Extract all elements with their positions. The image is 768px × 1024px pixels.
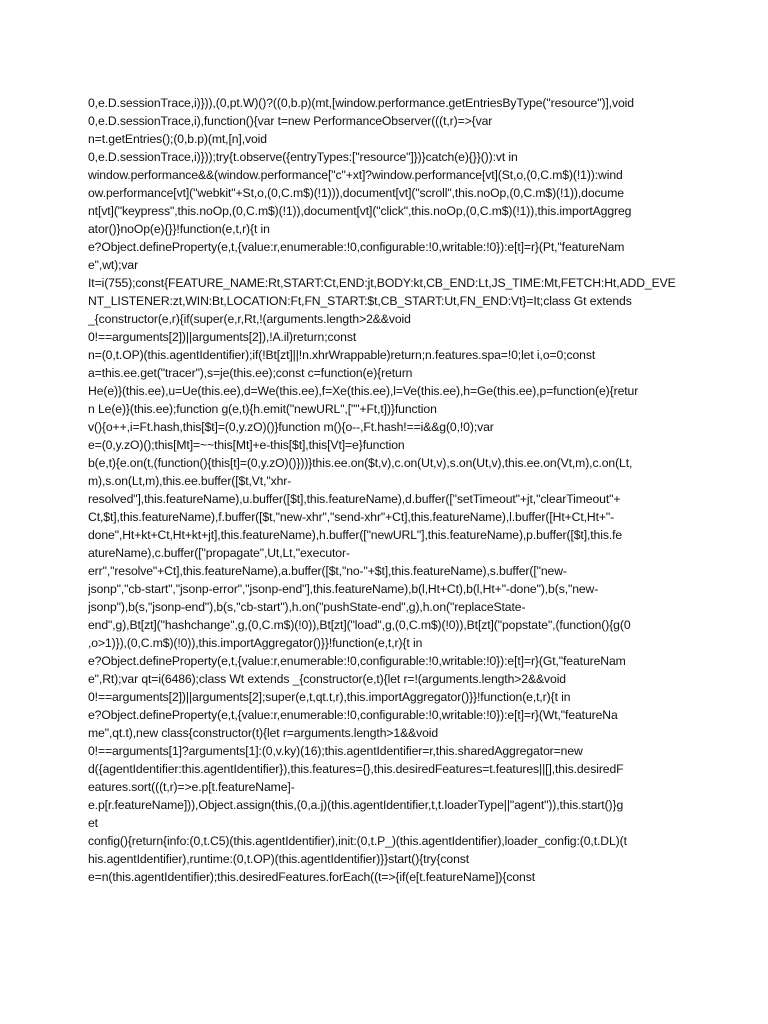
code-line: ,o>1)}),(0,C.m$)(!0)),this.importAggregator()}}!function(e,t,r){t in bbox=[88, 636, 423, 650]
code-line: n=(0,t.OP)(this.agentIdentifier);if(!Bt[zt]||!n.xhrWrappable)return;n.features.spa=!0;let i,o=0;const bbox=[88, 348, 596, 362]
code-line: d({agentIdentifier:this.agentIdentifier}),this.features={},this.desiredFeatures=t.features||[],this.desiredF bbox=[88, 762, 624, 776]
code-line: window.performance&&(window.performance["c"+xt]?window.performance[vt](St,o,(0,C.m$)(!1)):wind bbox=[88, 168, 623, 182]
code-line: n=t.getEntries();(0,b.p)(mt,[n],void bbox=[88, 132, 267, 146]
code-line: He(e)}(this.ee),u=Ue(this.ee),d=We(this.ee),f=Xe(this.ee),l=Ve(this.ee),h=Ge(this.ee),p=function(e){retur bbox=[88, 384, 639, 398]
code-line: atureName),c.buffer(["propagate",Ut,Lt,"executor- bbox=[88, 546, 350, 560]
code-line: e=(0,y.zO)();this[Mt]=~~this[Mt]+e-this[$t],this[Vt]=e}function bbox=[88, 438, 405, 452]
code-line: end",g),Bt[zt]("hashchange",g,(0,C.m$)(!0)),Bt[zt]("load",g,(0,C.m$)(!0)),Bt[zt]("popstate",(function(){g(0 bbox=[88, 618, 631, 632]
code-line: _{constructor(e,r){if(super(e,r,Rt,!(arguments.length>2&&void bbox=[88, 312, 411, 326]
code-line: nt[vt]("keypress",this.noOp,(0,C.m$)(!1)),document[vt]("click",this.noOp,(0,C.m$)(!1)),this.importAggreg bbox=[88, 204, 632, 218]
code-line: me",qt.t),new class{constructor(t){let r=arguments.length>1&&void bbox=[88, 726, 439, 740]
code-line: 0,e.D.sessionTrace,i)})),(0,pt.W)()?((0,b.p)(mt,[window.performance.getEntriesByType("resource")],void bbox=[88, 96, 634, 110]
code-line: b(e,t){e.on(t,(function(){this[t]=(0,y.zO)()}))}this.ee.on($t,v),c.on(Ut,v),s.on(Ut,v),this.ee.on(Vt,m),c.on(Lt, bbox=[88, 456, 633, 470]
code-line: jsonp","cb-start","jsonp-error","jsonp-end"],this.featureName),b(l,Ht+Ct),b(l,Ht+"-done"),b(s,"new- bbox=[88, 582, 599, 596]
code-line: ow.performance[vt]("webkit"+St,o,(0,C.m$)(!1))),document[vt]("scroll",this.noOp,(0,C.m$)(!1)),docume bbox=[88, 186, 624, 200]
code-line: e.p[r.featureName])),Object.assign(this,(0,a.j)(this.agentIdentifier,t,t.loaderType||"agent")),this.start()}g bbox=[88, 798, 624, 812]
code-document bbox=[88, 94, 680, 886]
code-line: 0!==arguments[1]?arguments[1]:(0,v.ky)(16);this.agentIdentifier=r,this.sharedAggregator=new bbox=[88, 744, 583, 758]
code-line: e?Object.defineProperty(e,t,{value:r,enumerable:!0,configurable:!0,writable:!0}):e[t]=r}(Pt,"featureNam bbox=[88, 240, 625, 254]
code-line: NT_LISTENER:zt,WIN:Bt,LOCATION:Ft,FN_START:$t,CB_START:Ut,FN_END:Vt}=It;class Gt extends bbox=[88, 294, 632, 308]
code-line: resolved"],this.featureName),u.buffer([$t],this.featureName),d.buffer(["setTimeout"+jt,"clearTimeout"+ bbox=[88, 492, 621, 506]
code-line: e",wt);var bbox=[88, 258, 139, 272]
code-line: err","resolve"+Ct],this.featureName),a.buffer([$t,"no-"+$t],this.featureName),s.buffer(["new- bbox=[88, 564, 567, 578]
code-line: e",Rt);var qt=i(6486);class Wt extends _{constructor(e,t){let r=!(arguments.length>2&&void bbox=[88, 672, 566, 686]
code-line: his.agentIdentifier),runtime:(0,t.OP)(this.agentIdentifier)}}start(){try{const bbox=[88, 852, 470, 866]
code-line: a=this.ee.get("tracer"),s=je(this.ee);const c=function(e){return bbox=[88, 366, 413, 380]
code-line: It=i(755);const{FEATURE_NAME:Rt,START:Ct,END:jt,BODY:kt,CB_END:Lt,JS_TIME:Mt,FETCH:Ht,ADD_EVE bbox=[88, 276, 676, 290]
code-line: eatures.sort(((t,r)=>e.p[t.featureName]- bbox=[88, 780, 295, 794]
code-line: e=n(this.agentIdentifier);this.desiredFeatures.forEach((t=>{if(e[t.featureName]){const bbox=[88, 870, 535, 884]
code-line: jsonp"),b(s,"jsonp-end"),b(s,"cb-start"),h.on("pushState-end",g),h.on("replaceState- bbox=[88, 600, 526, 614]
code-line: config(){return{info:(0,t.C5)(this.agentIdentifier),init:(0,t.P_)(this.agentIdentifier),loader_config:(0,t.DL)(t bbox=[88, 834, 627, 848]
code-line: e?Object.defineProperty(e,t,{value:r,enumerable:!0,configurable:!0,writable:!0}):e[t]=r}(Gt,"featureNam bbox=[88, 654, 626, 668]
code-line: 0,e.D.sessionTrace,i)}));try{t.observe({entryTypes:["resource"]})}catch(e){}}()):vt in bbox=[88, 150, 518, 164]
code-line: done",Ht+kt+Ct,Ht+kt+jt],this.featureName),h.buffer(["newURL"],this.featureName),p.buffer([$t],this.fe bbox=[88, 528, 623, 542]
code-line: Ct,$t],this.featureName),f.buffer([$t,"new-xhr","send-xhr"+Ct],this.featureName),l.buffer([Ht+Ct,Ht+"- bbox=[88, 510, 615, 524]
code-line: 0!==arguments[2])||arguments[2];super(e,t,qt.t,r),this.importAggregator()}}!function(e,t,r){t in bbox=[88, 690, 571, 704]
code-line: v(){o++,i=Ft.hash,this[$t]=(0,y.zO)()}function m(){o--,Ft.hash!==i&&g(0,!0);var bbox=[88, 420, 494, 434]
code-line: ator()}noOp(e){}}!function(e,t,r){t in bbox=[88, 222, 270, 236]
code-line: n Le(e)}(this.ee);function g(e,t){h.emit("newURL",[""+Ft,t])}function bbox=[88, 402, 437, 416]
code-line: 0!==arguments[2])||arguments[2]),!A.il)return;const bbox=[88, 330, 357, 344]
code-line: 0,e.D.sessionTrace,i),function(){var t=new PerformanceObserver(((t,r)=>{var bbox=[88, 114, 493, 128]
code-line: m),s.on(Lt,m),this.ee.buffer([$t,Vt,"xhr- bbox=[88, 474, 292, 488]
code-line: et bbox=[88, 816, 98, 830]
code-line: e?Object.defineProperty(e,t,{value:r,enumerable:!0,configurable:!0,writable:!0}):e[t]=r}(Wt,"featureNa bbox=[88, 708, 618, 722]
